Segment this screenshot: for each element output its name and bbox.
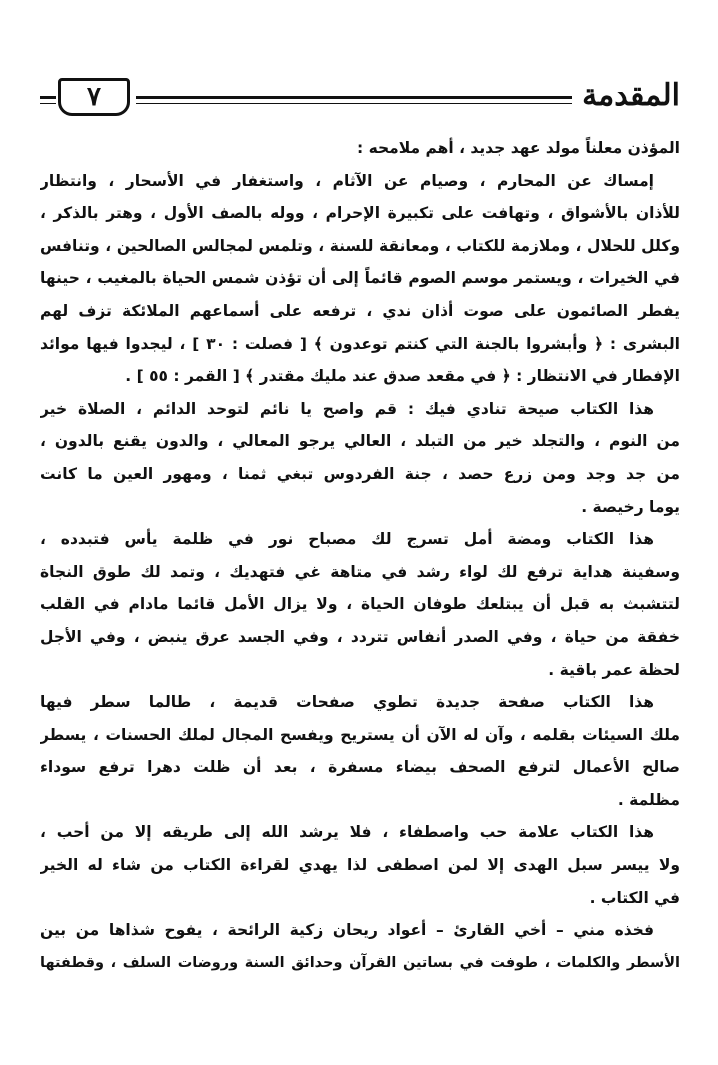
text-line: خفقة من حياة ، وفي الصدر أنفاس تتردد ، وفي الجسد عرق ينبض ، وفي الأجل <box>40 627 680 646</box>
text-line: الأسطر والكلمات ، طوفت في بساتين القرآن وحدائق السنة وروضات السلف ، وقطفتها <box>40 954 680 971</box>
text-line: لتتشبث به قبل أن يبتلعك طوفان الحياة ، ولا يزال الأمل قائما مادام في القلب <box>40 595 680 614</box>
text-line: فخذه مني – أخي القارئ – أعواد ريحان زكية الرائحة ، يفوح شذاها من بين <box>40 921 654 940</box>
book-page <box>40 60 680 1060</box>
text-line: يوما رخيصة . <box>581 497 680 516</box>
text-line: البشرى : ﴿ وأبشروا بالجنة التي كنتم توعدون ﴾ [ فصلت : ٣٠ ] ، ليجدوا فيها موائد <box>40 334 680 353</box>
text-line: في الخيرات ، ويستمر موسم الصوم قائماً إلى أن تؤذن شمس الحياة بالمغيب ، حينها <box>40 269 680 288</box>
text-line: هذا الكتاب علامة حب واصطفاء ، فلا يرشد الله إلى طريقه إلا من أحب ، <box>40 823 654 842</box>
text-line: الإفطار في الانتظار : ﴿ في مقعد صدق عند مليك مقتدر ﴾ [ القمر : ٥٥ ] . <box>125 367 680 386</box>
page-header <box>40 76 680 122</box>
text-line: يفطر الصائمون على صوت أذان ندي ، ترفعه على أسماعهم الملائكة تزف لهم <box>40 301 680 320</box>
body-text <box>40 132 680 979</box>
text-line: لحظة عمر باقية . <box>548 660 680 679</box>
header-rule-left <box>40 96 56 99</box>
text-line: صالح الأعمال لترفع الصحف بيضاء مسفرة ، بعد أن ظلت دهرا ترفع سوداء <box>40 758 680 777</box>
text-line: وسفينة هداية ترفع لك لواء رشد في متاهة غي فتهديك ، وتمد لك طوق النجاة <box>40 562 680 581</box>
text-line: للأذان بالأشواق ، وتهافت على تكبيرة الإحرام ، ووله بالصف الأول ، وهتر بالذكر ، <box>40 204 680 223</box>
text-line: هذا الكتاب صفحة جديدة تطوي صفحات قديمة ، طالما سطر فيها <box>40 693 654 712</box>
text-line: مظلمة . <box>617 790 680 809</box>
text-line: هذا الكتاب صيحة تنادي فيك : قم واصح يا نائم لتوحد الدائم ، الصلاة خير <box>40 399 654 418</box>
text-line: إمساك عن المحارم ، وصيام عن الآثام ، واستغفار في الأسحار ، وانتظار <box>40 171 654 190</box>
header-rule <box>136 96 572 99</box>
text-line: ولا ييسر سبل الهدى إلا لمن اصطفى لذا يهدي لقراءة الكتاب من شاء له الخير <box>40 856 680 875</box>
text-line: في الكتاب . <box>589 888 680 907</box>
text-line: من جد وجد ومن زرع حصد ، جنة الفردوس تبغي ثمنا ، ومهور العين ما كانت <box>40 464 680 483</box>
chapter-title: المقدمة <box>582 78 680 113</box>
page-number-badge: ٧ <box>58 78 130 116</box>
text-line: ملك السيئات بقلمه ، وآن له الآن أن يستريح ويفسح المجال لملك الحسنات ، يسطر <box>40 725 680 744</box>
text-line: من النوم ، والتجلد خير من التبلد ، العالي يرجو المعالي ، والدون يقنع بالدون ، <box>40 432 680 451</box>
text-line: وكلل للحلال ، وملازمة للكتاب ، ومعانقة للسنة ، وتلمس لمجالس الصالحين ، وتنافس <box>40 236 680 255</box>
text-line: هذا الكتاب ومضة أمل تسرج لك مصباح نور في ظلمة يأس فتبدده ، <box>40 530 654 549</box>
text-line: المؤذن معلناً مولد عهد جديد ، أهم ملامحه : <box>356 139 680 157</box>
